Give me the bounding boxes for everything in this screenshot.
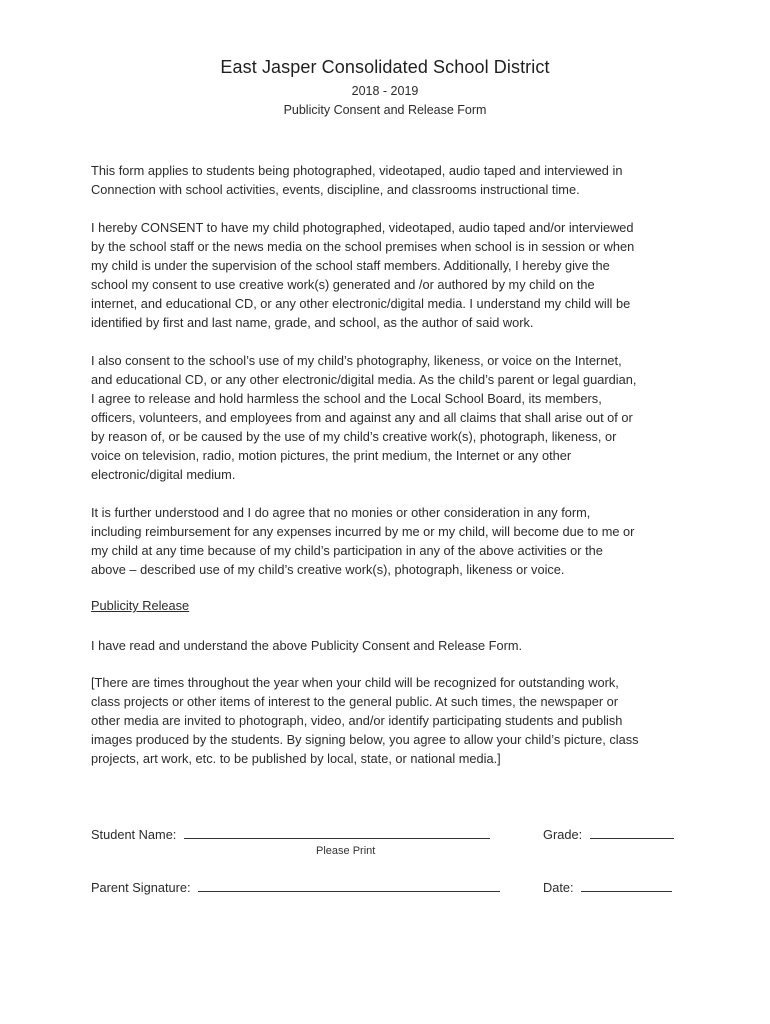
text-line: This form applies to students being photographed, videotaped, audio taped and interviewed in — [91, 163, 623, 178]
text-line: class projects or other items of interest to the general public. At such times, the newspaper or — [91, 694, 619, 709]
text-line: projects, art work, etc. to be published by local, state, or national media.] — [91, 751, 501, 766]
text-line: officers, volunteers, and employees from and against any and all claims that shall arise out of or — [91, 410, 633, 425]
text-line: above – described use of my child’s creative work(s), photograph, likeness or voice. — [91, 562, 565, 577]
text-line: voice on television, radio, motion pictures, the print medium, the Internet or any other — [91, 448, 572, 463]
text-line: I agree to release and hold harmless the school and the Local School Board, its members, — [91, 391, 602, 406]
publicity-release-heading: Publicity Release — [91, 598, 190, 613]
student-name-label: Student Name: — [91, 827, 177, 842]
text-line: identified by first and last name, grade, and school, as the author of said work. — [91, 315, 534, 330]
text-line: my child is under the supervision of the school staff members. Additionally, I hereby give the — [91, 258, 610, 273]
district-title: East Jasper Consolidated School District — [220, 57, 550, 77]
student-name-row — [91, 826, 490, 842]
media-notice-paragraph — [91, 673, 691, 768]
text-line: and educational CD, or any other electronic/digital media. As the child’s parent or legal guardian, — [91, 372, 637, 387]
date-field[interactable] — [581, 879, 672, 892]
text-line: by reason of, or be caused by the use of my child’s creative work(s), photograph, likeness, or — [91, 429, 617, 444]
text-line: my child at any time because of my child’s participation in any of the above activities or the — [91, 543, 603, 558]
text-line: I also consent to the school’s use of my child’s photography, likeness, or voice on the Internet, — [91, 353, 622, 368]
text-line: It is further understood and I do agree that no monies or other consideration in any form, — [91, 505, 591, 520]
text-line: I have read and understand the above Publicity Consent and Release Form. — [91, 638, 523, 653]
text-line: including reimbursement for any expenses incurred by me or my child, will become due to me or — [91, 524, 635, 539]
parent-signature-label: Parent Signature: — [91, 880, 191, 895]
text-line: school my consent to use creative work(s) generated and /or authored by my child on the — [91, 277, 595, 292]
student-name-field[interactable] — [184, 826, 490, 839]
text-line: Connection with school activities, events, discipline, and classrooms instructional time. — [91, 182, 580, 197]
form-title: Publicity Consent and Release Form — [283, 103, 487, 117]
text-line: electronic/digital medium. — [91, 467, 236, 482]
please-print-note: Please Print — [316, 845, 376, 857]
date-row — [543, 879, 672, 895]
parent-signature-row — [91, 879, 500, 895]
intro-paragraph — [91, 161, 691, 199]
parent-signature-field[interactable] — [198, 879, 500, 892]
grade-row — [543, 826, 674, 842]
consent-paragraph — [91, 218, 691, 332]
grade-label: Grade: — [543, 827, 583, 842]
release-paragraph — [91, 351, 691, 484]
text-line: images produced by the students. By signing below, you agree to allow your child’s picture, class — [91, 732, 639, 747]
acknowledgement-paragraph — [91, 636, 691, 655]
date-label: Date: — [543, 880, 574, 895]
text-line: internet, and educational CD, or any other electronic/digital media. I understand my child will be — [91, 296, 631, 311]
consideration-paragraph — [91, 503, 691, 579]
text-line: by the school staff or the news media on the school premises when school is in session or when — [91, 239, 635, 254]
text-line: other media are invited to photograph, video, and/or identify participating students and publish — [91, 713, 623, 728]
text-line: I hereby CONSENT to have my child photographed, videotaped, audio taped and/or interviewed — [91, 220, 634, 235]
grade-field[interactable] — [590, 826, 674, 839]
school-year: 2018 - 2019 — [351, 84, 419, 98]
text-line: [There are times throughout the year when your child will be recognized for outstanding work, — [91, 675, 619, 690]
